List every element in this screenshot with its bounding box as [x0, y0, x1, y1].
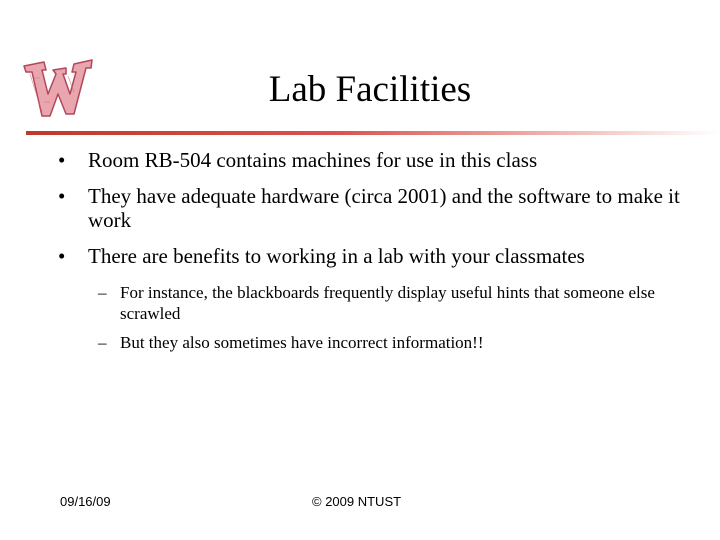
sub-bullet-marker: –	[98, 333, 107, 352]
slide-title: Lab Facilities	[268, 69, 472, 110]
bullet-text: Room RB-504 contains machines for use in this class	[88, 148, 538, 172]
sub-bullet-item	[98, 282, 678, 324]
bullet-list	[58, 148, 698, 280]
bullet-item	[58, 244, 698, 268]
title-divider	[26, 131, 720, 135]
bullet-marker: •	[58, 244, 66, 268]
bullet-item	[58, 148, 698, 172]
bullet-item	[58, 184, 698, 232]
motion-w-logo-icon	[20, 52, 94, 122]
footer-copyright: © 2009 NTUST	[312, 494, 402, 509]
sub-bullet-text: For instance, the blackboards frequently display useful hints that someone else scrawled	[120, 283, 655, 323]
sub-bullet-marker: –	[98, 283, 107, 302]
bullet-marker: •	[58, 184, 66, 208]
bullet-marker: •	[58, 148, 66, 172]
bullet-text: There are benefits to working in a lab with your classmates	[88, 244, 585, 268]
sub-bullet-text: But they also sometimes have incorrect information!!	[120, 333, 484, 352]
sub-bullet-item	[98, 332, 678, 353]
footer-date: 09/16/09	[60, 494, 111, 509]
bullet-text: They have adequate hardware (circa 2001) and the software to make it work	[88, 184, 680, 232]
sub-bullet-list	[98, 282, 678, 361]
